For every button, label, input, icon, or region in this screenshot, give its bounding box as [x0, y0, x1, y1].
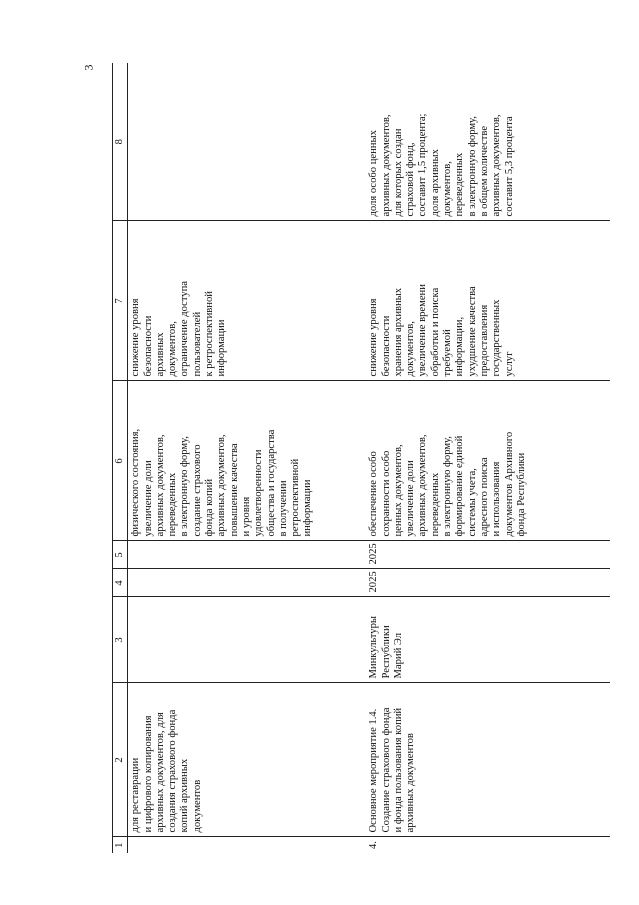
text-line: снижение уровня — [130, 298, 142, 377]
text-line: документов, — [405, 321, 417, 377]
table-row-continuation — [128, 63, 367, 853]
text-line: создание страхового — [191, 444, 203, 537]
text-line: Марий Эл — [392, 632, 404, 679]
row4-measure — [366, 683, 610, 837]
cont-cell-7 — [128, 221, 367, 381]
text-line: услуг — [503, 351, 515, 377]
cont-cell-1 — [128, 837, 367, 853]
header-col-2: 2 — [113, 683, 128, 837]
text-line: архивных документов, — [216, 434, 228, 537]
header-col-3: 3 — [113, 597, 128, 683]
text-line: фонда Республики — [515, 452, 527, 537]
text-line: формирование единой — [454, 435, 466, 537]
text-line: архивных документов, — [417, 434, 429, 537]
text-line: пользователей — [191, 311, 203, 377]
text-line: доля архивных — [429, 149, 441, 217]
text-line: переведенных — [429, 472, 441, 537]
row4-consequences — [366, 221, 610, 381]
text-line: переведенных — [454, 152, 466, 217]
page-number: 3 — [81, 64, 96, 71]
text-line: общества и государства — [265, 429, 277, 537]
row4-indicators — [366, 63, 610, 221]
row4-executor — [366, 597, 610, 683]
text-line: страховой фонд, — [405, 142, 417, 217]
header-col-1: 1 — [113, 837, 128, 853]
text-line: обеспечение особо — [368, 451, 380, 537]
text-line: документов, — [442, 161, 454, 217]
text-line: и цифрового копирования — [142, 715, 154, 833]
text-line: создания страхового фонда — [167, 709, 179, 833]
text-line: копий архивных — [179, 758, 191, 833]
row4-end-year: 2025 — [366, 541, 610, 569]
row4-expected-result — [366, 381, 610, 541]
text-line: хранения архивных — [392, 287, 404, 377]
text-line: удовлетворенности — [253, 449, 265, 537]
text-line: для которых создан — [392, 128, 404, 217]
text-line: архивных документов, — [491, 114, 503, 217]
measures-table — [112, 63, 610, 853]
text-line: в электронную форму, — [442, 436, 454, 537]
text-line: архивных документов — [405, 733, 417, 833]
text-line: безопасности — [380, 315, 392, 377]
text-line: в общем количестве — [478, 125, 490, 217]
cont-cell-3 — [128, 597, 367, 683]
text-line: сохранности особо — [380, 450, 392, 537]
text-line: увеличение времени — [417, 284, 429, 377]
text-line: ретроспективной — [290, 458, 302, 537]
text-line: архивных — [154, 332, 166, 377]
text-line: обработки и поиска — [429, 287, 441, 377]
text-line: документов, — [167, 321, 179, 377]
header-col-6: 6 — [113, 381, 128, 541]
text-line: к ретроспективной — [204, 291, 216, 377]
text-line: Минкультуры — [368, 615, 380, 679]
text-line: переведенных — [167, 472, 179, 537]
text-line: архивных документов, — [380, 114, 392, 217]
text-line: доля особо ценных — [368, 130, 380, 217]
text-line: в получении — [277, 480, 289, 537]
text-line: информации — [302, 479, 314, 537]
text-line: составит 5,3 процента — [503, 116, 515, 217]
text-line: и использования — [491, 461, 503, 537]
text-line: Республики — [380, 625, 392, 679]
text-line: и фонда пользования копий — [392, 707, 404, 833]
text-line: государственных — [491, 299, 503, 377]
text-line: требуемой — [442, 329, 454, 377]
text-line: архивных документов, — [154, 434, 166, 537]
text-line: для реставрации — [130, 757, 142, 833]
header-col-7: 7 — [113, 221, 128, 381]
text-line: ценных документов, — [392, 444, 404, 537]
text-line: информации, — [454, 316, 466, 377]
text-line: увеличение доли — [405, 460, 417, 537]
text-line: составит 1,5 процента; — [417, 113, 429, 217]
text-line: предоставления — [478, 304, 490, 377]
text-line: фонда копий — [204, 479, 216, 537]
cont-cell-5 — [128, 541, 367, 569]
header-col-4: 4 — [113, 569, 128, 597]
cont-cell-4 — [128, 569, 367, 597]
text-line: в электронную форму, — [179, 436, 191, 537]
text-line: повышение качества — [228, 443, 240, 537]
header-row — [113, 63, 128, 853]
text-line: увеличение доли — [142, 460, 154, 537]
text-line: Основное мероприятие 1.4. — [368, 708, 380, 833]
text-line: безопасности — [142, 315, 154, 377]
text-line: информации — [216, 319, 228, 377]
text-line: и уровня — [240, 496, 252, 537]
header-col-5: 5 — [113, 541, 128, 569]
cont-cell-8 — [128, 63, 367, 221]
cont-cell-6 — [128, 381, 367, 541]
text-line: документов — [191, 779, 203, 833]
rotated-table-wrapper — [112, 63, 632, 853]
text-line: ограничение доступа — [179, 280, 191, 377]
row4-start-year: 2025 — [366, 569, 610, 597]
text-line: Создание страхового фонда — [380, 707, 392, 833]
text-line: архивных документов, для — [154, 712, 166, 833]
text-line: физического состояния, — [130, 428, 142, 537]
text-line: документов Архивного — [503, 431, 515, 537]
row4-number: 4. — [368, 841, 380, 849]
text-line: адресного поиска — [478, 457, 490, 537]
header-col-8: 8 — [113, 63, 128, 221]
text-line: системы учета, — [466, 468, 478, 537]
table-row-4 — [366, 63, 610, 853]
text-line: в электронную форму, — [466, 116, 478, 217]
text-line: ухудшение качества — [466, 286, 478, 377]
text-line: снижение уровня — [368, 298, 380, 377]
cont-cell-2 — [128, 683, 367, 837]
